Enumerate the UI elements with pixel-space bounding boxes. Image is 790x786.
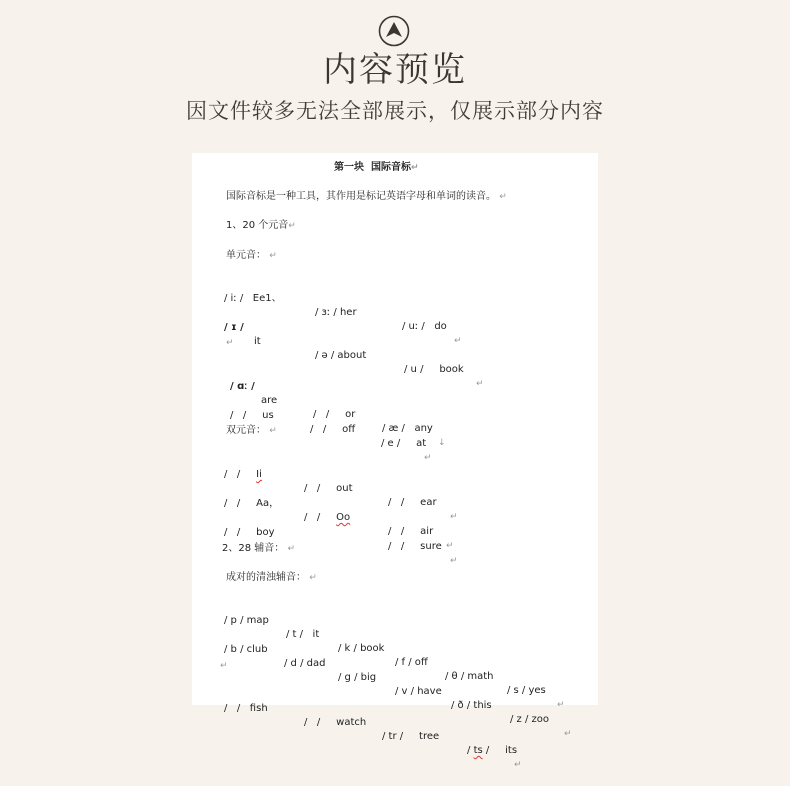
mono-row-3: / ɑː / are / / or / æ / any ↓ [230,381,446,448]
page-subtitle: 因文件较多无法全部展示，仅展示部分内容 [186,99,604,123]
section-consonants: 2、28 辅音： ↵ [222,543,295,554]
label-monophthongs: 单元音： ↵ [226,250,277,261]
mono-row-2: / ɪ / it / ə / about / u / book ↵ [224,322,484,389]
diph-row-1: / / Ii / / out / / ear ↵ [224,469,458,522]
document-preview [192,153,598,770]
consonant-row-2: / b / club / d / dad / g / big / v / have / ð / this / z / zoo ↵ [224,644,572,739]
consonant-row-3: / / fish / / watch / tr / tree / ts / its ↵ [224,703,522,770]
label-diphthongs: 双元音： ↵ [226,425,277,436]
mono-row-1: / iː / Ee1、 / ɜː / her / uː / do ↵ [224,293,462,346]
diph-row-2: / / Aa， / / Oo / / air ↵ [224,498,454,551]
doc-heading: 第一块 国际音标↵ [334,162,419,173]
diph-row-3: / / boy / / sure ↵ [224,527,458,566]
empty-paragraph: ↵ [220,661,228,671]
section-vowels: 1、20 个元音↵ [226,220,296,231]
empty-paragraph: ↵ [226,338,234,348]
doc-intro: 国际音标是一种工具，其作用是标记英语字母和单词的读音。 ↵ [226,191,507,202]
up-arrow-circle-icon [378,15,410,47]
page-title: 内容预览 [323,50,467,90]
consonant-row-1: / p / map / t / it / k / book / f / off / θ / math / s / yes ↵ [224,615,565,710]
label-paired-consonants: 成对的清浊辅音： ↵ [226,572,317,583]
mono-row-4: / / us / / off / e / at ↵ [230,410,432,463]
